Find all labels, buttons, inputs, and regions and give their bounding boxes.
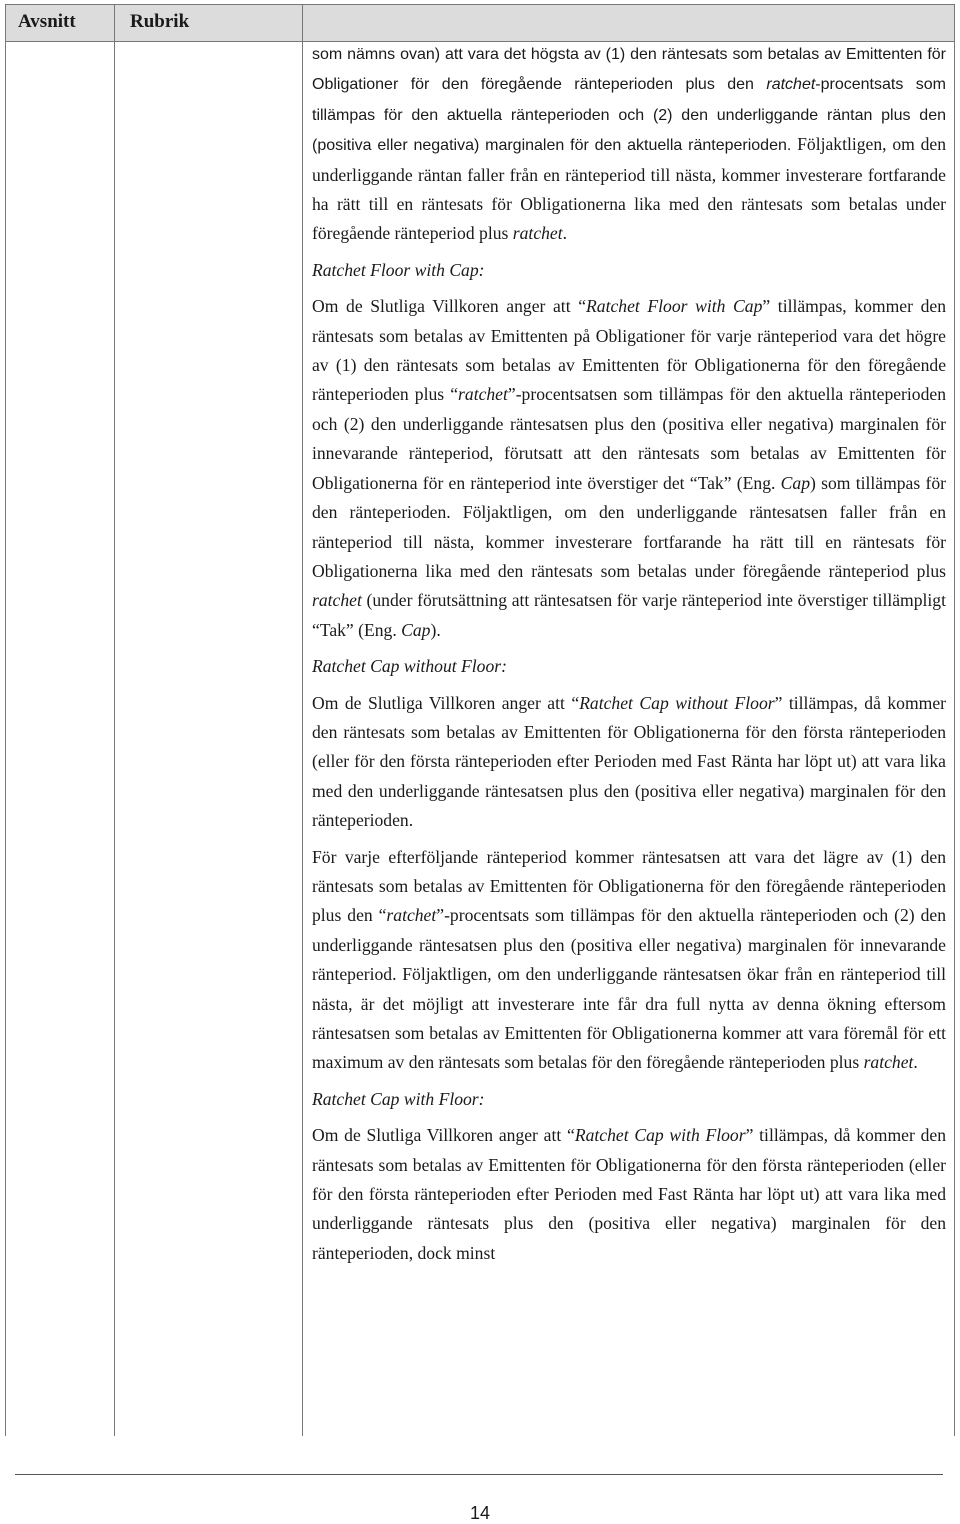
paragraph-ratchet-floor-continuation — [312, 39, 946, 249]
section-content — [312, 39, 946, 1268]
text-segment: ). — [430, 619, 441, 640]
text-segment: Följaktligen, om den underliggande räntan faller från en ränteperiod till nästa, kommer investerare fortfarande ha rätt till en räntesats för Obligationerna lika med den räntesats som betalas under föregående ränteperiod plus — [312, 134, 946, 244]
page-number: 14 — [469, 1503, 491, 1523]
term-cap: Cap — [780, 472, 810, 493]
text-segment: ) som tillämpas för den ränteperioden. Följaktligen, om den underliggande räntesatsen faller från en ränteperiod till nästa, kommer investerare fortfarande ha rätt till en räntesats för Obligationerna lika med den räntesats som betalas under föregående ränteperiod plus — [312, 472, 946, 581]
term-ratchet: ratchet — [512, 223, 563, 244]
text-segment: ”-procentsatsen som tillämpas för den aktuella ränteperioden och (2) den underliggande räntesatsen plus den (positiva eller negativa) marginalen för innevarande ränteperiod, förutsatt att den räntesats som betalas av Emittenten för Obligationerna för en ränteperiod inte överstiger det “Tak” (Eng. — [312, 384, 946, 493]
paragraph-ratchet-cap-with-floor — [312, 1121, 946, 1268]
text-segment: Om de Slutliga Villkoren anger att “ — [312, 296, 587, 317]
footer-divider — [15, 1474, 943, 1475]
text-segment: . — [562, 223, 568, 244]
paragraph-ratchet-floor-with-cap — [312, 292, 946, 645]
text-segment: Om de Slutliga Villkoren anger att “ — [312, 1125, 575, 1146]
heading-ratchet-cap-with-floor: Ratchet Cap with Floor: — [312, 1088, 485, 1109]
text-segment: ” tillämpas, kommer den räntesats som betalas av Emittenten på Obligationer för varje ränteperiod vara det högre av (1) den räntesats som betalas av Emittenten för Obligationerna för den föregående ränteperioden plus “ — [312, 296, 946, 405]
column-divider-2 — [302, 5, 303, 1436]
text-segment: För varje efterföljande ränteperiod kommer räntesatsen att vara det lägre av (1) den räntesats som betalas av Emittenten för Obligationerna för den föregående ränteperioden plus den “ — [312, 846, 946, 926]
term-ratchet: ratchet — [312, 590, 362, 611]
term-ratchet-cap-without-floor: Ratchet Cap without Floor — [579, 692, 775, 713]
term-ratchet: ratchet — [458, 384, 508, 405]
term-ratchet: ratchet — [863, 1052, 914, 1073]
term-ratchet: ratchet — [386, 905, 437, 926]
column-header-rubrik: Rubrik — [130, 11, 190, 32]
heading-ratchet-cap-without-floor: Ratchet Cap without Floor: — [312, 656, 507, 677]
term-cap: Cap — [401, 619, 431, 640]
text-segment: ” tillämpas, då kommer den räntesats som betalas av Emittenten för Obligationerna för den första ränteperioden (eller för den första ränteperioden efter Perioden med Fast Ränta har löpt ut) att vara lika med den underliggande räntesatsen plus den (positiva eller negativa) marginalen för den ränteperioden. — [312, 692, 947, 831]
term-ratchet-floor-with-cap: Ratchet Floor with Cap — [586, 296, 763, 317]
text-segment: ” tillämpas, då kommer den räntesats som betalas av Emittenten för Obligationerna för den första ränteperioden (eller för den första ränteperioden efter Perioden med Fast Ränta har löpt ut) att vara lika med underliggande räntesats plus den (positiva eller negativa) marginalen för den ränteperioden, dock minst — [312, 1125, 946, 1263]
text-segment: Om de Slutliga Villkoren anger att “ — [312, 692, 580, 713]
term-ratchet-cap-with-floor: Ratchet Cap with Floor — [574, 1125, 746, 1146]
text-segment: . — [913, 1052, 918, 1073]
column-divider-1 — [114, 5, 115, 1436]
text-segment: (under förutsättning att räntesatsen för varje ränteperiod inte överstiger tillämpligt “Tak” (Eng. — [312, 590, 946, 640]
term-ratchet: ratchet — [766, 76, 816, 94]
text-segment: som nämns ovan) att vara det högsta av (1) den räntesats som betalas av Emittenten för Obligationer för den föregående ränteperioden plus den — [312, 46, 946, 94]
column-header-avsnitt: Avsnitt — [18, 11, 76, 32]
paragraph-subsequent-periods — [312, 843, 946, 1078]
text-segment: ”-procentsats som tillämpas för den aktuella ränteperioden och (2) den underliggande räntesatsen plus den (positiva eller negativa) marginalen för innevarande ränteperiod. Följaktligen, om den underliggande räntesatsen ökar från en ränteperiod till nästa, är det möjligt att investerare inte får dra full nytta av denna ökning eftersom räntesatsen som betalas av Emittenten för Obligationerna kommer att vara föremål för ett maximum av den räntesats som betalas för den föregående ränteperioden plus — [312, 905, 946, 1073]
table-header — [6, 5, 954, 42]
heading-ratchet-floor-with-cap: Ratchet Floor with Cap: — [312, 259, 485, 280]
paragraph-ratchet-cap-without-floor — [312, 689, 946, 836]
text-segment: -procentsats som tillämpas för den aktuella ränteperioden och (2) den underliggande räntan plus den (positiva eller negativa) marginalen för den aktuella ränteperioden. — [312, 76, 946, 155]
